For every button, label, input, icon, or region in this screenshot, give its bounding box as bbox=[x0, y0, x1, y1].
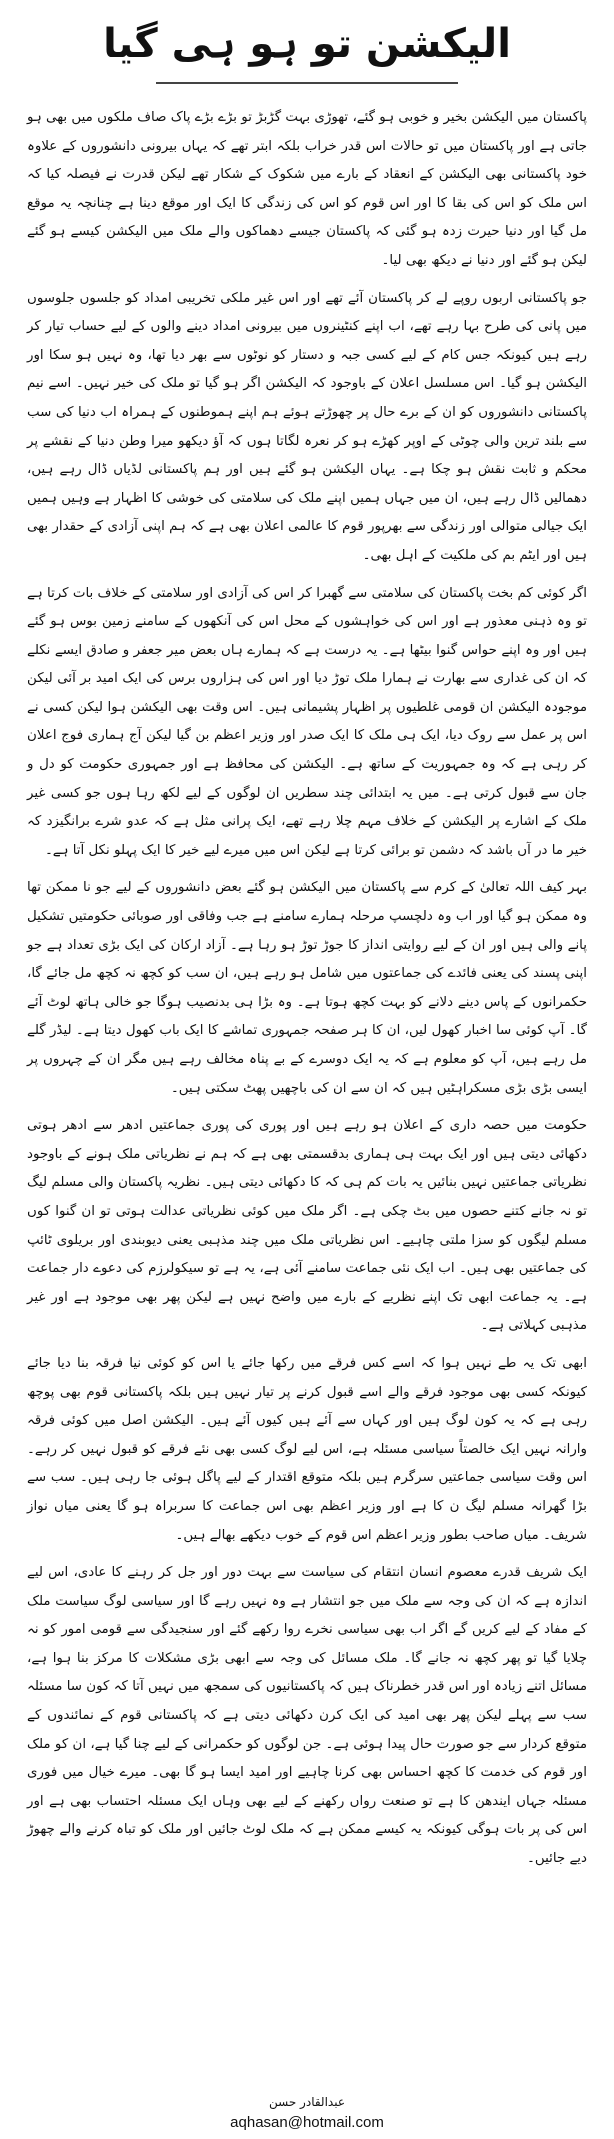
article-body bbox=[27, 104, 587, 1883]
paragraph: پاکستان میں الیکشن بخیر و خوبی ہو گئے، تھوڑی بہت گڑبڑ تو بڑے بڑے پاک صاف ملکوں میں بھی ہو جاتی ہے اور پاکستان میں تو حالات اس قدر خراب بلکہ ابتر تھے کہ یہاں بیرونی دانشوروں کے علاوہ خود پاکستانی بھی الیکشن کے انعقاد کے بارے میں شکوک کے شکار تھے لیکن قدرت نے فیصلہ کیا کہ اس ملک کو اس کی بقا کا اور اس قوم کو اس کی زندگی کا ایک اور موقع دینا ہے چنانچہ یہ موقع مل گیا اور دنیا حیرت زدہ ہو گئی کہ پاکستان جیسے دھماکوں والے ملک میں الیکشن کیسے ہو گئے لیکن ہو گئے اور دنیا نے دیکھ بھی لیا۔ bbox=[27, 110, 587, 268]
paragraph: ایک شریف قدرے معصوم انسان انتقام کی سیاست سے بہت دور اور جل کر رہنے کا عادی، اس لیے اندازہ ہے کہ ان کی وجہ سے ملک میں جو انتشار ہے وہ نہیں رہے گا اور سیاسی لوگ سیاست ملک کے مفاد کے لیے کریں گے اگر اب بھی سیاسی نخرے روا رکھے گئے اور سنجیدگی سے قومی امور کو نہ چلایا گیا تو پھر کچھ نہ جانے گا۔ ملک مسائل کی وجہ سے ابھی بڑی مشکلات کا مرکز بنا ہوا ہے، مسائل اتنے زیادہ اور اس قدر خطرناک ہیں کہ پاکستانیوں کی سمجھ میں نہیں آتا کہ کون سا مسئلہ سب سے پہلے لیکن پھر بھی امید کی ایک کرن دکھائی دیتی ہے کہ پاکستانی قوم کے نمائندوں کے متوقع کردار سے جو صورت حال پیدا ہوئی ہے۔ جن لوگوں کو حکمرانی کے لیے چنا گیا ہے، ان کو ملک اور قوم کی خدمت کا کچھ احساس بھی کرنا چاہیے اور امید ایسا ہو گا بھی۔ میرے خیال میں فوری مسئلہ جہاں ایندھن کا ہے تو صنعت رواں رکھنے کے لیے بھی وہاں ایک مسئلہ احتساب بھی ہے اور اس کی پر بات ہوگی کیونکہ یہ کیسے ممکن ہے کہ ملک لوٹ جائیں اور ملک کو تباہ کرنے والے چھوڑ دیے جائیں۔ bbox=[27, 1565, 587, 1867]
paragraph: جو پاکستانی اربوں روپے لے کر پاکستان آئے تھے اور اس غیر ملکی تخریبی امداد کو جلسوں جلوسوں میں پانی کی طرح بہا رہے تھے، اب اپنے کنٹینروں میں بیرونی امداد دینے والوں کے لیے حساب تیار کر رہے ہیں کیونکہ جس کام کے لیے کسی جبہ و دستار کو نوٹوں سے بھر دیا تھا، وہ نہیں ہو سکا اور الیکشن ہو گیا۔ اس مسلسل اعلان کے باوجود کہ الیکشن اگر ہو گیا تو ملک کی خیر نہیں۔ اسے نیم پاکستانی دانشوروں کو ان کے برے حال پر چھوڑتے ہوئے ہم اپنے ہموطنوں کے ہمراہ اب دنیا کی سب سے بلند ترین والی چوٹی کے اوپر کھڑے ہو کر نعرہ لگاتا ہوں کہ آؤ دیکھو میرا وطن دنیا کے نقشے پر محکم و ثابت نقش ہو چکا ہے۔ یہاں الیکشن ہو گئے ہیں اور ہم پاکستانی لڈیاں ڈال رہے ہیں، دھمالیں ڈال رہے ہیں، ان میں جہاں ہمیں اپنے ملک کی سلامتی کی خوشی کا اظہار ہے وہیں ہمیں ایک جیالی متوالی اور زندگی سے بھرپور قوم کا عالمی اعلان بھی ہے کہ ہم اپنی آزادی کے حقدار بھی ہیں اور ایٹم بم کی ملکیت کے اہل بھی۔ bbox=[27, 290, 587, 563]
author-email[interactable]: aqhasan@hotmail.com bbox=[230, 2114, 384, 2131]
paragraph: حکومت میں حصہ داری کے اعلان ہو رہے ہیں اور پوری کی پوری جماعتیں ادھر سے ادھر ہوتی دکھائی دیتی ہیں اور ایک بہت ہی ہماری بدقسمتی بھی ہے کہ ہم نے نظریاتی ملک ہونے کے باوجود نظریاتی جماعتیں نہیں بنائیں یہ بات کم ہی کہ کا دکھائی دیتی ہیں۔ نظریہ پاکستان والی مسلم لیگ تو نہ جانے کتنے حصوں میں بٹ چکی ہے۔ اگر ملک میں کوئی نظریاتی عدالت ہوتی تو ان گنوا کوں مسلم لیگوں کو سزا ملتی چاہیے۔ اس نظریاتی ملک میں چند مذہبی یعنی دیوبندی اور بریلوی ٹائپ کی جماعتیں بھی ہیں۔ اب ایک نئی جماعت سامنے آئی ہے، یہ ہے تو سیکولرزم کی دعوے دار جماعت ہے۔ یہ جماعت ابھی تک اپنے نظریے کے بارے میں واضح نہیں ہے لیکن پھر بھی موجود ہے اور غیر مذہبی کہلاتی ہے۔ bbox=[27, 1118, 587, 1334]
paragraph: اگر کوئی کم بخت پاکستان کی سلامتی سے گھبرا کر اس کی آزادی اور سلامتی کے خلاف بات کرتا ہے تو وہ ذہنی معذور ہے اور اس کی خواہشوں کے محل اس کی آنکھوں کے سامنے زمین بوس ہو گئے ہیں اور وہ اپنے حواس گنوا بیٹھا ہے۔ یہ درست ہے کہ ہمارے ہاں بعض میر جعفر و صادق ایسے نکلے کہ ان کی غداری سے بھارت نے ہمارا ملک توڑ دیا اور اس کی ہزاروں برس کی ایک امید بر آئی لیکن موجودہ الیکشن ان قومی غلطیوں پر اظہار پشیمانی ہیں۔ اس وقت بھی الیکشن ہوا لیکن کسی نے اس پر عمل سے روک دیا، ایک ہی ملک کا ایک صدر اور وزیر اعظم بن گیا لیکن آج ہماری فوج اعلان کر رہی ہے کہ وہ جمہوریت کے ساتھ ہے۔ الیکشن کی محافظ ہے اور جمہوری حکومت کو دل و جان سے قبول کرتی ہے۔ میں یہ ابتدائی چند سطریں ان لوگوں کے لیے لکھ رہا ہوں جو کسی غیر ملک کے اشارے پر الیکشن کے خلاف مہم چلا رہے تھے، ایک پرانی مثل ہے کہ عدو شرے برانگیزد کہ خیر ما در آں باشد کہ دشمن تو برائی کرتا ہے لیکن اس میں میرے لیے خیر کا ایک پہلو نکل آتا ہے۔ bbox=[27, 585, 587, 858]
article-title: الیکشن تو ہو ہی گیا bbox=[103, 21, 511, 67]
author-byline: عبدالقادر حسن bbox=[268, 2095, 345, 2109]
paragraph: بہر کیف اللہ تعالیٰ کے کرم سے پاکستان میں الیکشن ہو گئے بعض دانشوروں کے لیے جو نا ممکن تھا وہ ممکن ہو گیا اور اب وہ دلچسپ مرحلہ ہمارے سامنے ہے جب وفاقی اور صوبائی حکومتیں تشکیل پانے والی ہیں اور ان کے لیے روایتی انداز کا جوڑ توڑ ہو رہا ہے۔ آزاد ارکان کی ایک بڑی تعداد ہے جو اپنی پسند کی یعنی فائدے کی جماعتوں میں شامل ہو رہے ہیں، ان سب کو کچھ نہ کچھ مل جائے گا، حکمرانوں کے پاس دینے دلانے کو بہت کچھ ہوتا ہے۔ وہ بڑا ہی بدنصیب ہوگا جو خالی ہاتھ لوٹ آئے گا۔ آپ کوئی سا اخبار کھول لیں، ان کا ہر صفحہ جمہوری تماشے کا ایک باب کھول دیتا ہے۔ لیڈر گلے مل رہے ہیں، آپ کو معلوم ہے کہ یہ ایک دوسرے کے بے پناہ مخالف رہے ہیں مگر ان کے چہروں پر ایسی بڑی بڑی مسکراہٹیں ہیں کہ ان سے ان کی باچھیں پھٹ سکتی ہیں۔ bbox=[27, 880, 587, 1096]
paragraph: ابھی تک یہ طے نہیں ہوا کہ اسے کس فرقے میں رکھا جائے یا اس کو کوئی نیا فرقہ بنا دیا جائے کیونکہ کسی بھی موجود فرقے والے اسے قبول کرنے پر تیار نہیں ہیں بلکہ پاکستانی قوم بھی پوچھ رہی ہے کہ یہ کون لوگ ہیں اور کہاں سے آئے ہیں کیوں آئے ہیں۔ الیکشن اصل میں کوئی فرقہ وارانہ نہیں ایک خالصتاً سیاسی مسئلہ ہے، اس لیے لوگ کسی بھی نئے فرقے کو قبول نہیں کر رہے۔ اس وقت سیاسی جماعتیں سرگرم ہیں بلکہ متوقع اقتدار کے لیے پاگل ہوئی جا رہی ہیں۔ سب سے بڑا گھرانہ مسلم لیگ ن کا ہے اور وزیر اعظم بھی اس جماعت کا سربراہ ہو گا یعنی میاں نواز شریف۔ میاں صاحب بطور وزیر اعظم اس قوم کے خوب دیکھے بھالے ہیں۔ bbox=[27, 1355, 587, 1543]
title-underline bbox=[156, 82, 458, 84]
